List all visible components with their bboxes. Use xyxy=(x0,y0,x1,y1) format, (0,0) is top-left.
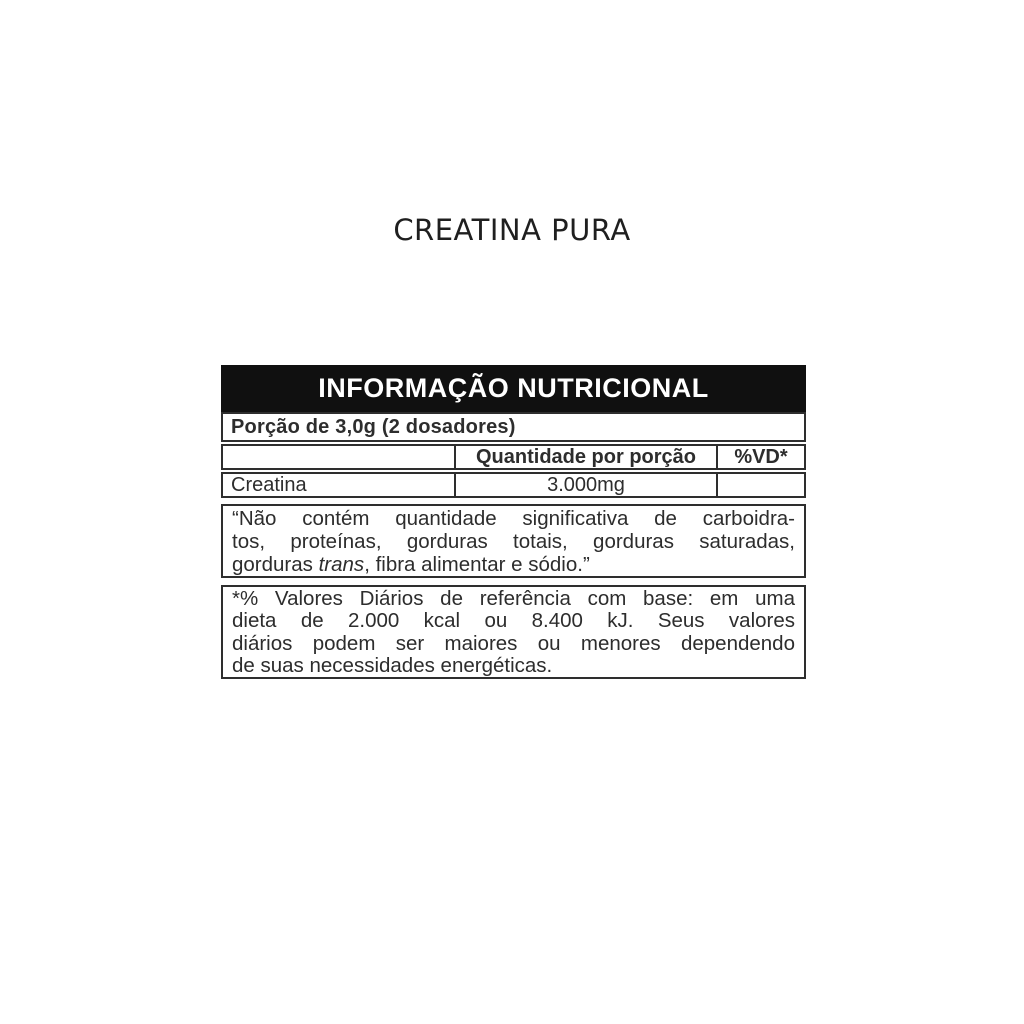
quantity-column-header: Quantidade por porção xyxy=(454,446,716,468)
footnote-line: *% Valores Diários de referência com base: em uma xyxy=(232,587,795,610)
nutrient-quantity: 3.000mg xyxy=(454,474,716,496)
columns-header-row xyxy=(221,444,806,470)
note-line-italic-segment: trans xyxy=(318,553,365,576)
page-title: CREATINA PURA xyxy=(393,213,631,247)
nutrient-dv xyxy=(716,474,804,496)
note-line: tos, proteínas, gorduras totais, gorduras saturadas, xyxy=(232,530,795,553)
footnote-line: dieta de 2.000 kcal ou 8.400 kJ. Seus valores xyxy=(232,609,795,633)
daily-values-footnote xyxy=(221,585,806,679)
dv-column-header: %VD* xyxy=(716,446,804,468)
nutrient-row xyxy=(221,472,806,498)
note-line: “Não contém quantidade significativa de carboidra- xyxy=(232,507,795,530)
serving-size-row: Porção de 3,0g (2 dosadores) xyxy=(221,412,806,442)
note-line-segment: , fibra alimentar e sódio.” xyxy=(364,553,590,576)
nutrient-column-header xyxy=(223,446,454,468)
footnote-line: de suas necessidades energéticas. xyxy=(232,654,553,678)
nutrient-name: Creatina xyxy=(231,474,307,496)
note-line xyxy=(232,553,795,576)
nutrition-table-header: INFORMAÇÃO NUTRICIONAL xyxy=(221,365,806,412)
no-significant-amounts-note xyxy=(221,504,806,578)
footnote-line: diários podem ser maiores ou menores dependendo xyxy=(232,631,795,655)
nutrition-table xyxy=(221,365,806,679)
note-line-segment: gorduras xyxy=(232,553,319,576)
